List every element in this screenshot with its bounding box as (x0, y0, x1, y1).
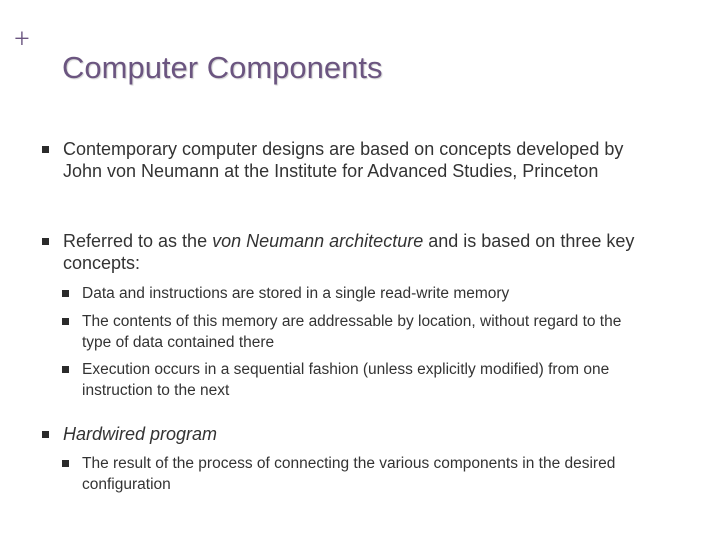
subbullet-text: The result of the process of connecting the various components in the desired configuration (82, 455, 616, 493)
bullet-von-neumann (42, 230, 642, 274)
subbullet-sequential-execution (62, 359, 637, 401)
bullet-hardwired-program (42, 423, 642, 445)
subbullet-text: Data and instructions are stored in a single read-write memory (82, 285, 510, 302)
square-bullet-icon (62, 366, 69, 373)
square-bullet-icon (42, 238, 49, 245)
square-bullet-icon (62, 290, 69, 297)
bullet-text-start: Referred to as the (63, 231, 213, 251)
bullet-text-end: and is based on three key concepts: (63, 231, 635, 273)
corner-plus-mark: + (14, 24, 30, 55)
slide-title: Computer Components (62, 50, 383, 85)
subbullet-connecting-components (62, 453, 637, 495)
square-bullet-icon (42, 146, 49, 153)
subbullet-text: The contents of this memory are addressable by location, without regard to the type of data contained there (82, 313, 622, 351)
bullet-text: Hardwired program (63, 424, 218, 444)
square-bullet-icon (62, 460, 69, 467)
square-bullet-icon (42, 431, 49, 438)
subbullet-single-memory (62, 283, 637, 304)
bullet-text (63, 230, 642, 274)
subbullet-addressable-memory (62, 311, 637, 353)
subbullet-text: Execution occurs in a sequential fashion (unless explicitly modified) from one instruction to the next (82, 361, 610, 399)
square-bullet-icon (62, 318, 69, 325)
von-neumann-architecture-term: von Neumann architecture (212, 231, 424, 251)
bullet-contemporary-designs (42, 138, 642, 182)
bullet-text: Contemporary computer designs are based on concepts developed by John von Neumann at the Institute for Advanced Studies, Princeton (63, 139, 624, 181)
